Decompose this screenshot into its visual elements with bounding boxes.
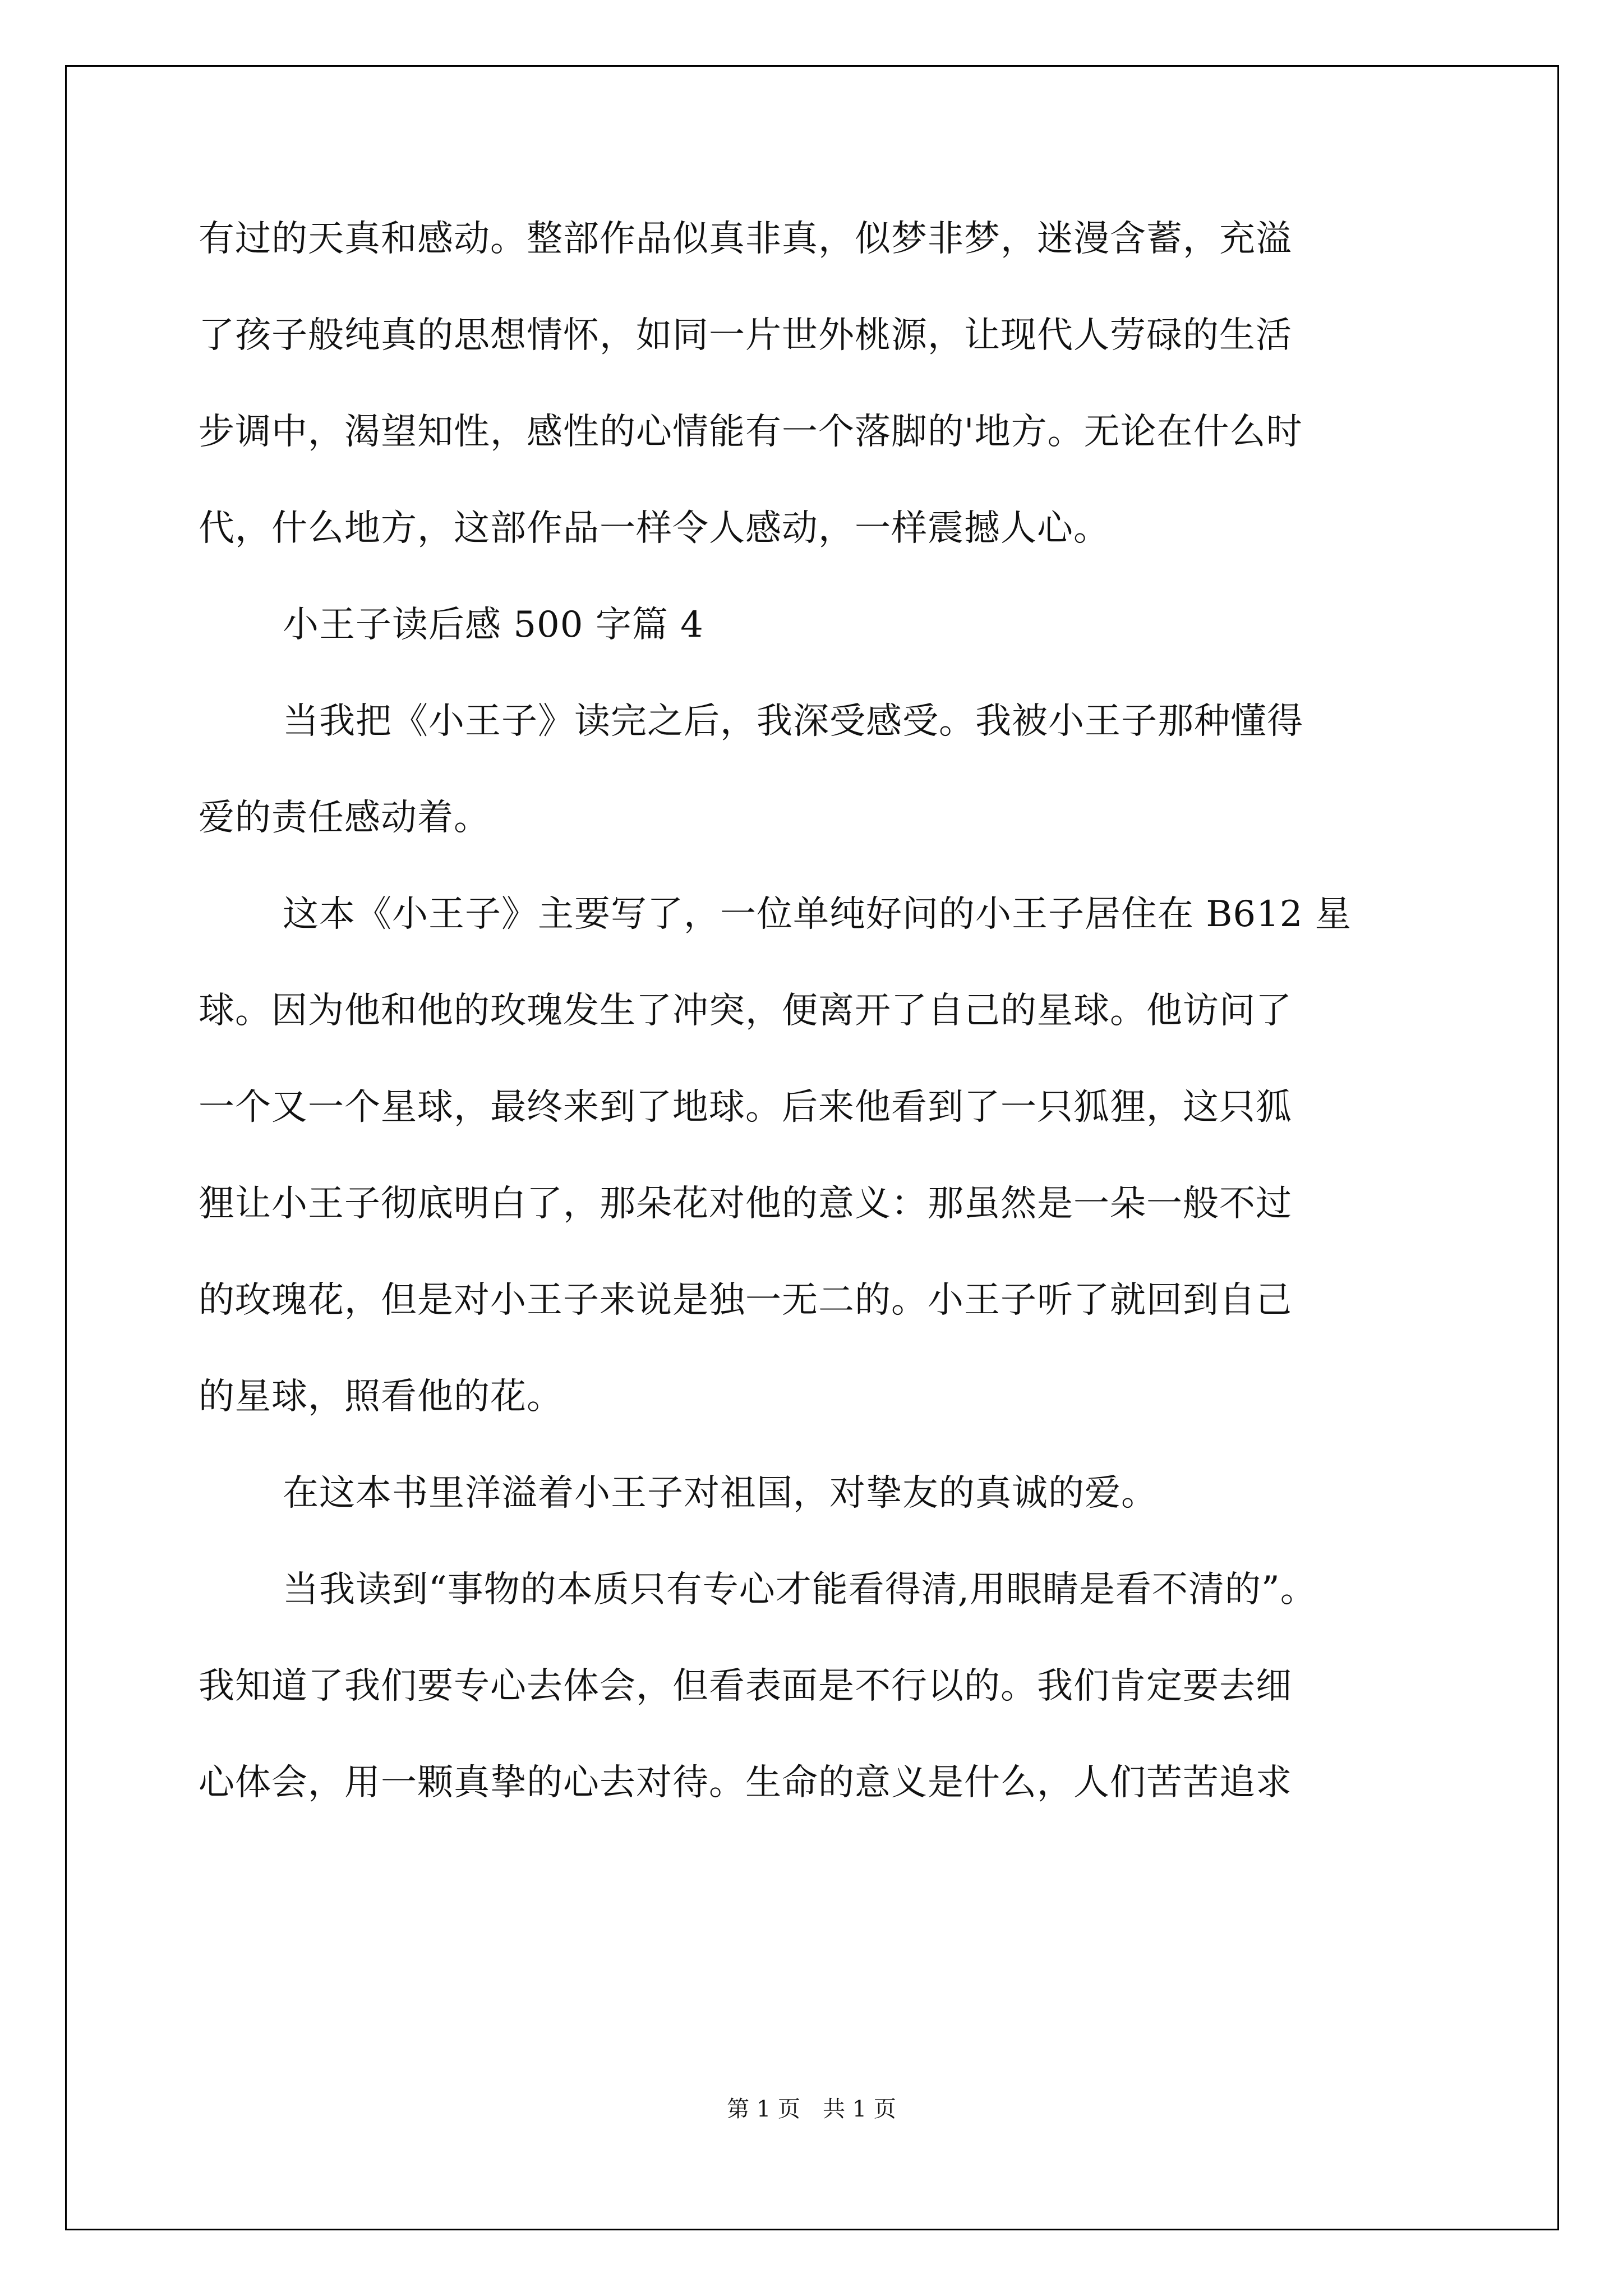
body-line: 步调中，渴望知性，感性的心情能有一个落脚的'地方。无论在什么时 bbox=[199, 411, 1303, 453]
page-footer bbox=[0, 2095, 1623, 2123]
body-line: 心体会，用一颗真挚的心去对待。生命的意义是什么，人们苦苦追求 bbox=[199, 1762, 1292, 1803]
body-line: 我知道了我们要专心去体会，但看表面是不行以的。我们肯定要去细 bbox=[199, 1665, 1292, 1707]
body-line: 当我把《小王子》读完之后，我深受感受。我被小王子那种懂得 bbox=[283, 701, 1303, 742]
body-line: 爱的责任感动着。 bbox=[199, 797, 490, 839]
body-line: 当我读到“事物的本质只有专心才能看得清,用眼睛是看不清的”。 bbox=[283, 1569, 1317, 1611]
body-line: 这本《小王子》主要写了，一位单纯好问的小王子居住在 B612 星 bbox=[283, 894, 1352, 935]
body-line: 的玫瑰花，但是对小王子来说是独一无二的。小王子听了就回到自己 bbox=[199, 1280, 1292, 1321]
page-total: 共 1 页 bbox=[823, 2096, 896, 2122]
body-line: 一个又一个星球，最终来到了地球。后来他看到了一只狐狸，这只狐 bbox=[199, 1087, 1292, 1128]
body-line: 的星球，照看他的花。 bbox=[199, 1376, 563, 1418]
body-line: 有过的天真和感动。整部作品似真非真，似梦非梦，迷漫含蓄，充溢 bbox=[199, 218, 1292, 260]
body-line: 狸让小王子彻底明白了，那朵花对他的意义：那虽然是一朵一般不过 bbox=[199, 1183, 1292, 1225]
page-number: 第 1 页 bbox=[727, 2096, 800, 2122]
page-border bbox=[65, 65, 1559, 2230]
body-line: 球。因为他和他的玫瑰发生了冲突，便离开了自己的星球。他访问了 bbox=[199, 990, 1292, 1032]
body-line: 在这本书里洋溢着小王子对祖国，对挚友的真诚的爱。 bbox=[283, 1473, 1158, 1514]
body-line: 代，什么地方，这部作品一样令人感动，一样震撼人心。 bbox=[199, 508, 1110, 549]
section-heading: 小王子读后感 500 字篇 4 bbox=[283, 604, 704, 646]
body-line: 了孩子般纯真的思想情怀，如同一片世外桃源，让现代人劳碌的生活 bbox=[199, 315, 1292, 356]
